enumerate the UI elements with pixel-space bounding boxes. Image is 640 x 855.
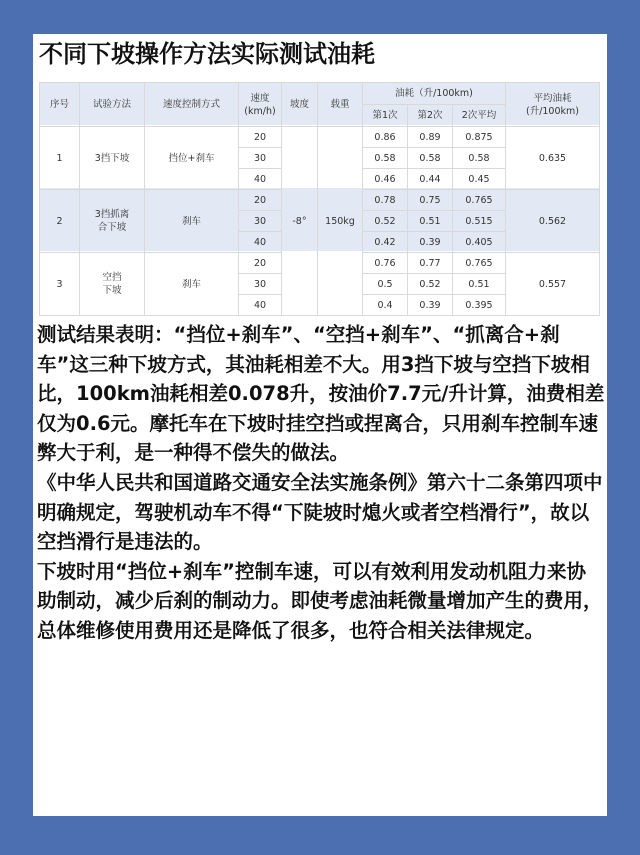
header-avg-fuel — [506, 83, 600, 127]
group-method-line: 3挡下坡 — [94, 152, 130, 164]
header-speed-label: 速度 — [250, 92, 270, 104]
cell-second: 0.44 — [408, 169, 453, 190]
cell-second: 0.75 — [408, 190, 453, 211]
header-seq: 序号 — [40, 83, 80, 127]
cell-first: 0.52 — [363, 211, 408, 232]
group-method-line: 合下坡 — [97, 222, 127, 233]
cell-first: 0.78 — [363, 190, 408, 211]
group-avg-fuel: 0.557 — [506, 253, 600, 316]
cell-second: 0.52 — [408, 274, 453, 295]
article-title: 不同下坡操作方法实际测试油耗 — [39, 40, 375, 68]
cell-first: 0.76 — [363, 253, 408, 274]
cell-avg: 0.765 — [453, 253, 506, 274]
group-method-line: 空挡 — [102, 272, 122, 283]
cell-first: 0.58 — [363, 148, 408, 169]
cell-first: 0.5 — [363, 274, 408, 295]
cell-load: 150kg — [318, 127, 363, 316]
group-control: 挡位+刹车 — [145, 127, 239, 190]
cell-second: 0.51 — [408, 211, 453, 232]
cell-avg: 0.51 — [453, 274, 506, 295]
header-avg-fuel-label: 平均油耗 — [533, 92, 572, 104]
article-body — [37, 320, 605, 646]
header-control: 速度控制方式 — [145, 83, 239, 127]
cell-avg: 0.45 — [453, 169, 506, 190]
cell-avg: 0.58 — [453, 148, 506, 169]
cell-speed: 20 — [239, 127, 282, 148]
header-speed — [239, 83, 282, 127]
paragraph-law: 《中华人民共和国道路交通安全法实施条例》第六十二条第四项中明确规定，驾驶机动车不得“下陡坡时熄火或者空档滑行”，故以空挡滑行是违法的。 — [37, 470, 603, 554]
group-seq: 2 — [40, 190, 80, 253]
cell-speed: 30 — [239, 148, 282, 169]
cell-first: 0.46 — [363, 169, 408, 190]
header-slope: 坡度 — [282, 83, 318, 127]
cell-avg: 0.395 — [453, 295, 506, 316]
cell-avg: 0.875 — [453, 127, 506, 148]
group-avg-fuel: 0.562 — [506, 190, 600, 253]
paragraph-advice: 下坡时用“挡位+刹车”控制车速，可以有效利用发动机阻力来协助制动，减少后刹的制动力。即使考虑油耗微量增加产生的费用，总体维修使用费用还是降低了很多，也符合相关法律规定。 — [37, 559, 603, 642]
header-load: 载重 — [318, 83, 363, 127]
group-method — [80, 127, 145, 190]
cell-first: 0.42 — [363, 232, 408, 253]
cell-speed: 40 — [239, 232, 282, 253]
cell-avg: 0.405 — [453, 232, 506, 253]
header-speed-unit: (km/h) — [244, 105, 276, 117]
paragraph-results: 测试结果表明：“挡位+刹车”、“空挡+刹车”、“抓离合+刹车”这三种下坡方式，其油耗相差不大。用3挡下坡与空挡下坡相比，100km油耗相差0.078升，按油价7.7元/升计算，油费相差仅为0.6元。摩托车在下坡时挂空挡或捏离合，只用刹车控制车速弊大于利，是一种得不偿失的做法。 — [37, 323, 605, 465]
cell-speed: 30 — [239, 274, 282, 295]
cell-speed: 20 — [239, 190, 282, 211]
group-seq: 3 — [40, 253, 80, 316]
cell-second: 0.58 — [408, 148, 453, 169]
cell-speed: 30 — [239, 211, 282, 232]
cell-second: 0.77 — [408, 253, 453, 274]
fuel-test-table — [39, 82, 600, 316]
cell-first: 0.4 — [363, 295, 408, 316]
cell-speed: 20 — [239, 253, 282, 274]
table-row — [40, 127, 600, 148]
cell-speed: 40 — [239, 295, 282, 316]
article-card — [33, 34, 607, 816]
cell-speed: 40 — [239, 169, 282, 190]
group-method — [80, 253, 145, 316]
header-first: 第1次 — [363, 105, 408, 127]
header-avg-fuel-unit: (升/100km) — [525, 105, 579, 117]
cell-second: 0.39 — [408, 232, 453, 253]
cell-slope: -8° — [282, 127, 318, 316]
group-seq: 1 — [40, 127, 80, 190]
cell-avg: 0.515 — [453, 211, 506, 232]
cell-second: 0.39 — [408, 295, 453, 316]
group-control: 刹车 — [145, 253, 239, 316]
header-fuel: 油耗（升/100km) — [363, 83, 506, 105]
group-avg-fuel: 0.635 — [506, 127, 600, 190]
group-control: 刹车 — [145, 190, 239, 253]
cell-avg: 0.765 — [453, 190, 506, 211]
group-method-line: 3挡抓离 — [94, 209, 130, 220]
group-method — [80, 190, 145, 253]
cell-second: 0.89 — [408, 127, 453, 148]
header-second: 第2次 — [408, 105, 453, 127]
cell-first: 0.86 — [363, 127, 408, 148]
group-method-line: 下坡 — [102, 285, 122, 296]
header-avg2: 2次平均 — [453, 105, 506, 127]
header-method: 试验方法 — [80, 83, 145, 127]
